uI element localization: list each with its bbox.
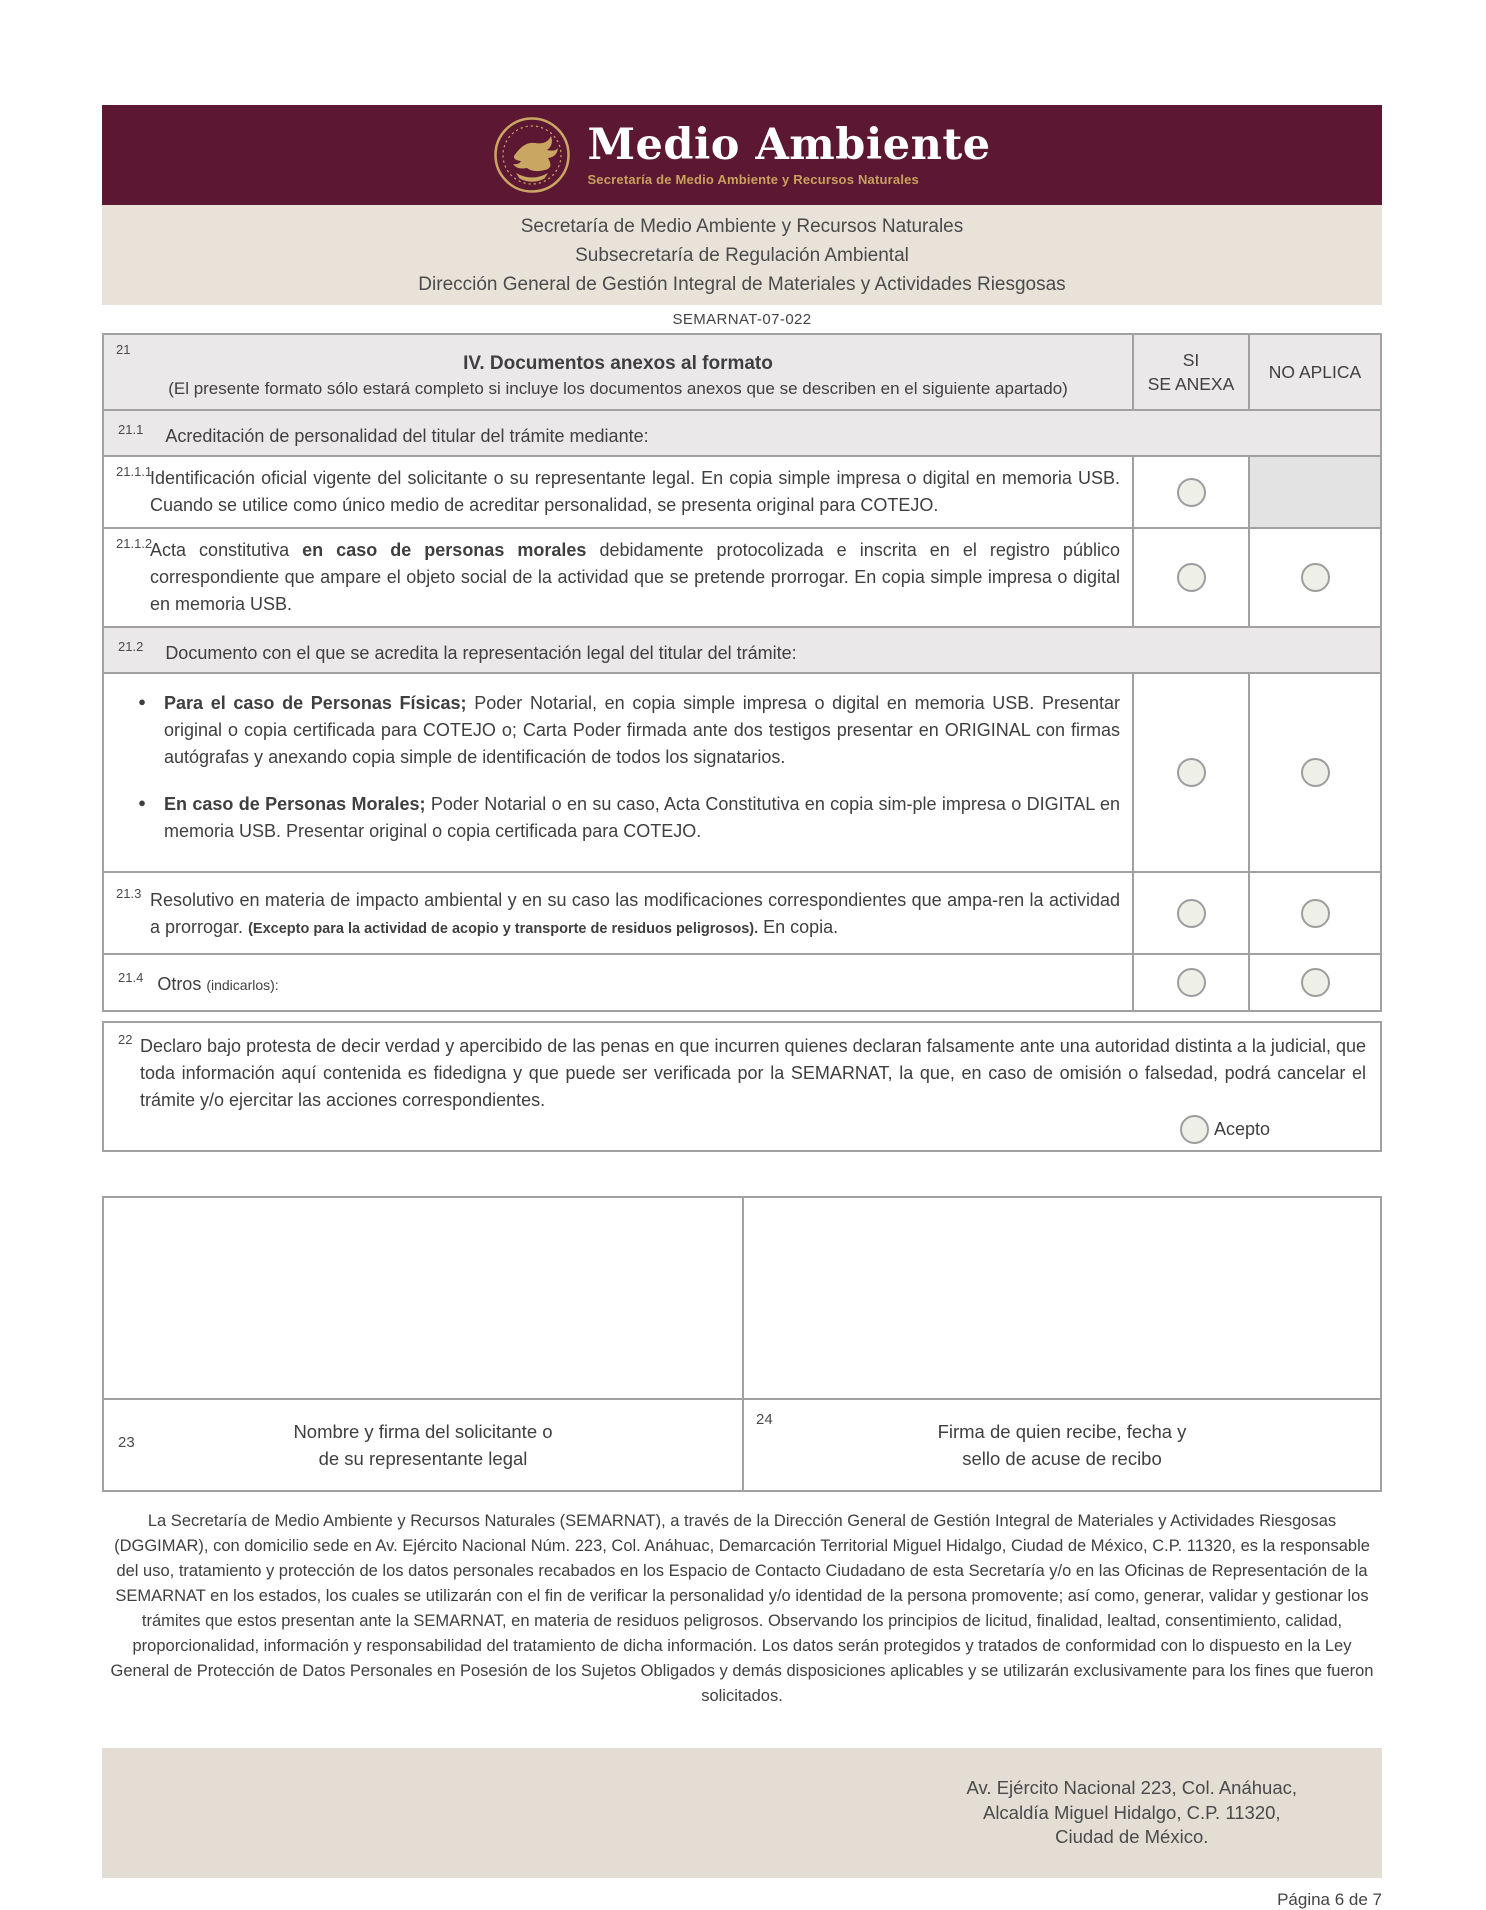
item-number-24: 24	[756, 1411, 773, 1428]
row-21-2-options	[104, 672, 1380, 871]
row-21-1-2-text: Acta constitutiva en caso de personas morales debidamente protocolizada e inscrita en el registro público correspondiente que ampare el objeto social de la actividad que se pretende prorrogar. En copia simple impresa o digital en memoria USB.	[150, 540, 1120, 614]
radio-21-1-1-si-se-anexa[interactable]	[1177, 478, 1206, 507]
mexico-coat-of-arms-icon	[493, 116, 571, 194]
radio-21-1-2-si-se-anexa[interactable]	[1177, 563, 1206, 592]
column-header-no-aplica: NO APLICA	[1248, 335, 1380, 409]
radio-21-2-si-se-anexa[interactable]	[1177, 758, 1206, 787]
item-number-21-3: 21.3	[116, 886, 142, 901]
gobierno-logo	[493, 116, 990, 194]
section-subtitle: (El presente formato sólo estará completo si incluye los documentos anexos que se describen en el siguiente apartado)	[168, 379, 1068, 398]
radio-acepto[interactable]	[1180, 1115, 1209, 1144]
org-line-secretaria: Secretaría de Medio Ambiente y Recursos Naturales	[520, 215, 964, 237]
signature-area-applicant[interactable]	[104, 1198, 742, 1398]
item-number-21-2: 21.2	[118, 638, 144, 654]
row-21-1-label: Acreditación de personalidad del titular del trámite mediante:	[165, 425, 649, 446]
accept-label: Acepto	[1213, 1119, 1270, 1139]
org-line-direccion: Dirección General de Gestión Integral de Materiales y Actividades Riesgosas	[418, 273, 1066, 295]
header-brand-bar	[102, 105, 1382, 205]
annex-documents-table	[102, 333, 1382, 1012]
radio-21-1-2-no-aplica[interactable]	[1301, 563, 1330, 592]
section-title: IV. Documentos anexos al formato	[463, 353, 773, 374]
radio-21-2-no-aplica[interactable]	[1301, 758, 1330, 787]
bullet-icon: ●	[138, 795, 146, 810]
item-number-22: 22	[118, 1032, 133, 1047]
table-header-row	[104, 335, 1380, 409]
signature-label-24: 24 Firma de quien recibe, fecha y sello de acuse de recibo	[742, 1398, 1380, 1490]
radio-21-3-no-aplica[interactable]	[1301, 899, 1330, 928]
row-21-3-text: Resolutivo en materia de impacto ambiental y en su caso las modificaciones correspondientes que ampa-ren la actividad a prorrogar. (Excepto para la actividad de acopio y transporte de residuos peligrosos). En copia.	[150, 890, 1120, 937]
declaration-box-22	[102, 1021, 1382, 1152]
row-21-1-2	[104, 527, 1380, 626]
org-line-subsecretaria: Subsecretaría de Regulación Ambiental	[575, 244, 909, 266]
column-header-si-se-anexa: SI SE ANEXA	[1132, 335, 1248, 409]
row-21-1-1	[104, 455, 1380, 527]
item-number-21-1-1: 21.1.1	[116, 464, 153, 479]
form-code: SEMARNAT-07-022	[672, 311, 812, 328]
row-21-4-hint: (indicarlos):	[206, 977, 279, 993]
item-number-21-1: 21.1	[118, 421, 144, 437]
row-21-2	[104, 626, 1380, 672]
bullet-icon: ●	[138, 694, 146, 709]
bullet-personas-morales: ● En caso de Personas Morales; Poder Notarial o en su caso, Acta Constitutiva en copia sim-ple impresa o DIGITAL en memoria USB. Presentar original o copia certificada para COTEJO.	[120, 791, 1120, 845]
item-number-21-1-2: 21.1.2	[116, 536, 153, 551]
radio-21-4-si-se-anexa[interactable]	[1177, 968, 1206, 997]
privacy-notice: La Secretaría de Medio Ambiente y Recursos Naturales (SEMARNAT), a través de la Dirección General de Gestión Integral de Materiales y Actividades Riesgosas (DGGIMAR), con domicilio sede en Av. Ejército Nacional Núm. 223, Col. Anáhuac, Demarcación Territorial Miguel Hidalgo, Ciudad de México, C.P. 11320, es la responsable del uso, tratamiento y protección de los datos personales recabados en los Espacio de Contacto Ciudadano de esta Secretaría y/o en las Oficinas de Representación de la SEMARNAT en los estados, los cuales se utilizarán con el fin de verificar la personalidad y/o identidad de la persona promovente; así como, generar, validar y gestionar los trámites que estos presentan ante la SEMARNAT, en materia de residuos peligrosos. Observando los principios de licitud, finalidad, lealtad, consentimiento, calidad, proporcionalidad, información y responsabilidad del tratamiento de dicha información. Los datos serán protegidos y tratados de conformidad con lo dispuesto en la Ley General de Protección de Datos Personales en Posesión de los Sujetos Obligados y demás disposiciones aplicables y se utilizarán exclusivamente para los fines que fueron solicitados.	[110, 1512, 1374, 1705]
accept-row	[116, 1115, 1366, 1144]
footer-address-band	[102, 1748, 1382, 1878]
item-number-21: 21	[116, 342, 131, 357]
row-21-4	[104, 953, 1380, 1010]
radio-21-4-no-aplica[interactable]	[1301, 968, 1330, 997]
row-21-1-1-text: Identificación oficial vigente del solicitante o su representante legal. En copia simple impresa o digital en memoria USB. Cuando se utilice como único medio de acreditar personalidad, se presenta original para COTEJO.	[150, 468, 1120, 515]
row-21-2-label: Documento con el que se acredita la representación legal del titular del trámite:	[165, 642, 797, 663]
item-number-21-4: 21.4	[118, 970, 144, 985]
radio-21-3-si-se-anexa[interactable]	[1177, 899, 1206, 928]
signature-table	[102, 1196, 1382, 1492]
row-21-4-label: Otros	[157, 974, 207, 994]
row-21-1	[104, 409, 1380, 455]
row-21-3	[104, 871, 1380, 953]
bullet-personas-fisicas: ● Para el caso de Personas Físicas; Poder Notarial, en copia simple impresa o digital en memoria USB. Presentar original o copia certificada para COTEJO o; Carta Poder firmada ante dos testigos presentar en ORIGINAL con firmas autógrafas y anexando copia simple de identificación de todos los signatarios.	[120, 690, 1120, 771]
wordmark-subtitle: Secretaría de Medio Ambiente y Recursos Naturales	[587, 171, 919, 187]
cell-21-1-1-no-aplica-disabled	[1248, 457, 1380, 527]
declaration-text: Declaro bajo protesta de decir verdad y apercibido de las penas en que incurren quienes declaran falsamente ante una autoridad distinta a la judicial, que toda información aquí contenida es fidedigna y que puede ser verificada por la SEMARNAT, la que, en caso de omisión o falsedad, podrá cancelar el trámite y/o ejercitar las acciones correspondientes.	[140, 1036, 1366, 1110]
page-number: Página 6 de 7	[1277, 1890, 1382, 1909]
signature-label-23: 23 Nombre y firma del solicitante o de su representante legal	[104, 1398, 742, 1490]
org-hierarchy-bar	[102, 205, 1382, 305]
signature-area-receiver[interactable]	[742, 1198, 1380, 1398]
item-number-23: 23	[118, 1433, 135, 1451]
wordmark: Medio Ambiente	[587, 120, 991, 171]
address-block: Av. Ejército Nacional 223, Col. Anáhuac, Alcaldía Miguel Hidalgo, C.P. 11320, Ciudad de México.	[966, 1777, 1297, 1848]
